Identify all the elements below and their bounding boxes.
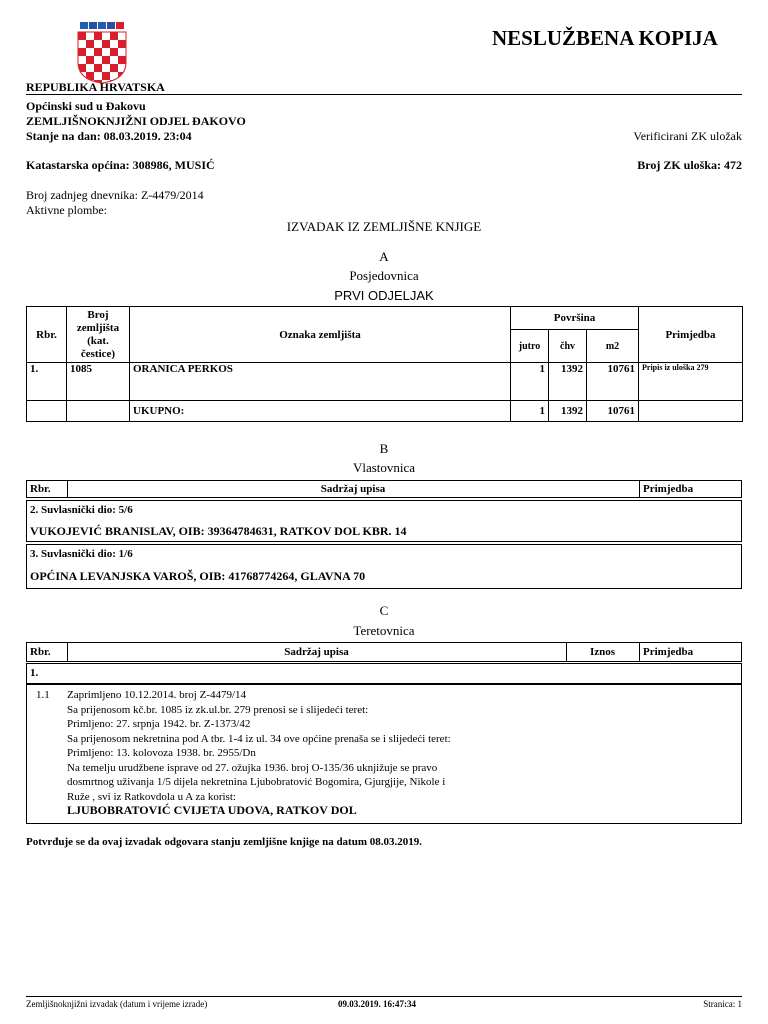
owner-share: 2. Suvlasnički dio: 5/6 — [30, 504, 133, 516]
enc-text-line: Primljeno: 13. kolovoza 1938. br. 2955/Dn — [67, 747, 256, 759]
owner-entry — [26, 500, 742, 542]
encumbrance-header — [26, 642, 742, 662]
land-table — [26, 306, 743, 422]
encumbrance-entry — [26, 684, 742, 824]
court-name: Općinski sud u Đakovu — [26, 99, 146, 113]
col-m2: m2 — [587, 330, 639, 363]
enc-sub-number: 1.1 — [36, 689, 50, 701]
enc-text-line: Primljeno: 27. srpnja 1942. br. Z-1373/42 — [67, 718, 251, 730]
enc-col-rbr: Rbr. — [30, 646, 51, 658]
enc-row-number: 1. — [30, 667, 39, 679]
enc-text-line: Ruže , svi iz Ratkovdola u A za korist: — [67, 790, 236, 803]
republic-label: REPUBLIKA HRVATSKA — [26, 80, 165, 94]
section-b-letter: B — [379, 441, 389, 456]
owners-col-remark: Primjedba — [643, 483, 694, 495]
land-row-m2: 10761 — [587, 363, 639, 401]
section-c-letter: C — [379, 603, 389, 618]
enc-text-line: Sa prijenosom nekretnina pod A tbr. 1-4 iz ul. 34 ove općine prenaša se i slijedeći teret: — [67, 732, 451, 745]
col-remark: Primjedba — [639, 307, 743, 363]
col-area: Površina — [511, 307, 639, 330]
owner-name: OPĆINA LEVANJSKA VAROŠ, OIB: 41768774264, GLAVNA 70 — [30, 569, 366, 583]
last-diary: Broj zadnjeg dnevnika: Z-4479/2014 — [26, 188, 204, 202]
department-name: ZEMLJIŠNOKNJIŽNI ODJEL ĐAKOVO — [26, 114, 246, 128]
extract-title: IZVADAK IZ ZEMLJIŠNE KNJIGE — [286, 219, 482, 234]
zk-number: Broj ZK uloška: 472 — [637, 158, 742, 172]
footer-page: Stranica: 1 — [703, 999, 742, 1009]
verified-label: Verificirani ZK uložak — [633, 129, 742, 143]
land-row-chv: 1392 — [549, 363, 587, 401]
enc-col-amount: Iznos — [589, 646, 616, 658]
active-seals: Aktivne plombe: — [26, 203, 107, 217]
header-divider — [26, 94, 742, 95]
section-a-title: Posjedovnica — [349, 268, 419, 283]
owner-share: 3. Suvlasnički dio: 1/6 — [30, 548, 133, 560]
footer-divider — [26, 996, 742, 997]
enc-text-line: dosmrtnog uživanja 1/5 dijela nekretnina Ljubobratović Bogomira, Gjurgjije, Nikole i — [67, 776, 446, 788]
encumbrance-row — [26, 663, 742, 684]
owner-name: VUKOJEVIĆ BRANISLAV, OIB: 39364784631, RATKOV DOL KBR. 14 — [30, 524, 407, 538]
section-a-letter: A — [379, 249, 389, 264]
owners-col-rbr: Rbr. — [30, 483, 51, 495]
footer-label: Zemljišnoknjižni izvadak (datum i vrijeme izrade) — [26, 999, 208, 1009]
confirmation-text: Potvrđuje se da ovaj izvadak odgovara stanju zemljišne knjige na datum 08.03.2019. — [26, 836, 423, 848]
enc-col-content: Sadržaj upisa — [284, 646, 349, 658]
enc-beneficiary: LJUBOBRATOVIĆ CVIJETA UDOVA, RATKOV DOL — [67, 803, 357, 817]
coat-of-arms-icon — [74, 22, 130, 84]
owner-entry — [26, 544, 742, 589]
land-row-parcel: 1085 — [67, 363, 130, 401]
total-m2: 10761 — [587, 401, 639, 422]
state-date: Stanje na dan: 08.03.2019. 23:04 — [26, 129, 192, 143]
col-jutro: jutro — [511, 330, 549, 363]
col-chv: čhv — [549, 330, 587, 363]
enc-text-line: Sa prijenosom kč.br. 1085 iz zk.ul.br. 279 prenosi se i slijedeći teret: — [67, 703, 369, 716]
enc-text-line: Na temelju urudžbene isprave od 27. ožujka 1936. broj O-135/36 uknjižuje se pravo — [67, 761, 438, 774]
section-b-title: Vlastovnica — [352, 460, 416, 475]
section-a-subtitle: PRVI ODJELJAK — [334, 288, 434, 303]
land-row-remark: Pripis iz uloška 279 — [639, 363, 743, 401]
col-land-designation: Oznaka zemljišta — [130, 307, 511, 363]
enc-text-line: Zaprimljeno 10.12.2014. broj Z-4479/14 — [67, 689, 247, 701]
owners-header — [26, 480, 742, 498]
footer-timestamp: 09.03.2019. 16:47:34 — [338, 999, 416, 1009]
col-rbr: Rbr. — [27, 307, 67, 363]
total-jutro: 1 — [511, 401, 549, 422]
total-label: UKUPNO: — [130, 401, 511, 422]
owners-col-content: Sadržaj upisa — [320, 483, 386, 495]
land-row-jutro: 1 — [511, 363, 549, 401]
col-parcel-number: Broj zemljišta (kat. čestice) — [67, 307, 130, 363]
document-title: NESLUŽBENA KOPIJA — [492, 26, 718, 50]
cadastral-municipality: Katastarska općina: 308986, MUSIĆ — [26, 158, 215, 172]
land-row-rbr: 1. — [27, 363, 67, 401]
section-c-title: Teretovnica — [353, 623, 415, 638]
enc-text — [67, 688, 451, 804]
total-chv: 1392 — [549, 401, 587, 422]
enc-col-remark: Primjedba — [643, 646, 694, 658]
land-row-designation: ORANICA PERKOS — [130, 363, 511, 401]
